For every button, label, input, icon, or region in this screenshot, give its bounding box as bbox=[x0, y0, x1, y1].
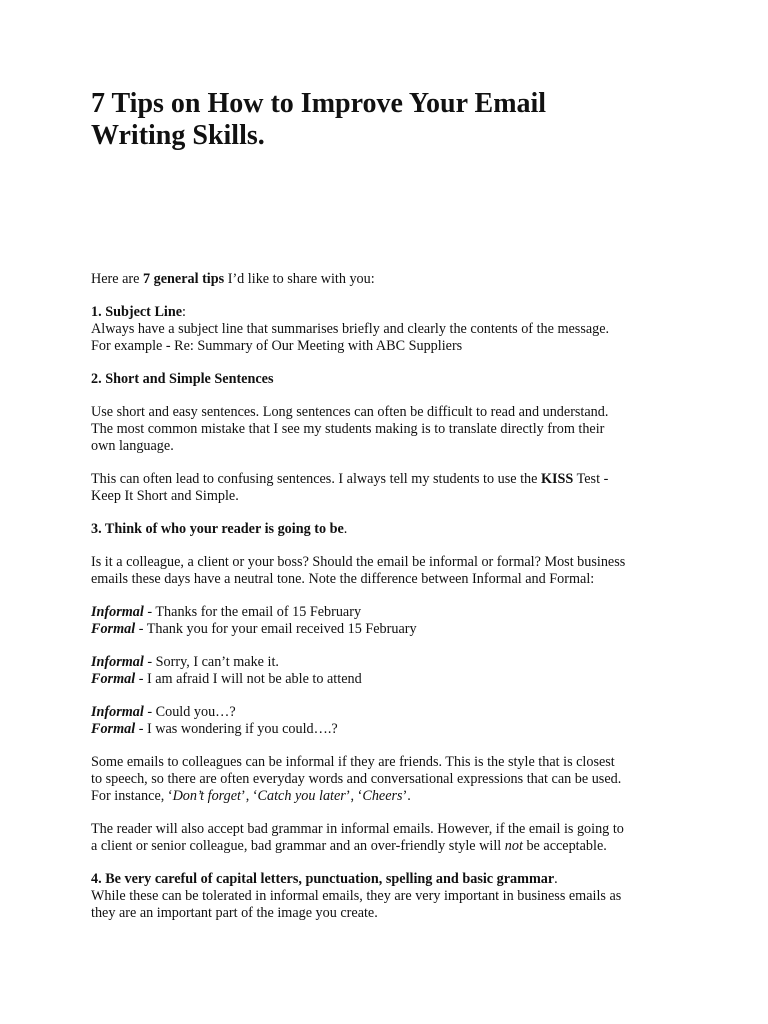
formal-label: Formal bbox=[91, 721, 136, 737]
tip4-line: While these can be tolerated in informal emails, they are very important in business emails as bbox=[91, 888, 622, 904]
tip3-line bbox=[91, 788, 691, 805]
informal-label: Informal bbox=[91, 604, 144, 620]
tip2-kiss-post: Test - bbox=[573, 471, 609, 487]
tip1-line: Always have a subject line that summarises briefly and clearly the contents of the message. bbox=[91, 321, 610, 337]
tip1-colon: : bbox=[182, 304, 186, 320]
instance-post: ’. bbox=[402, 788, 411, 804]
document-body bbox=[91, 271, 691, 922]
informal-label: Informal bbox=[91, 704, 144, 720]
tip1-heading bbox=[91, 304, 691, 321]
example-informal bbox=[91, 704, 691, 721]
tip3-period: . bbox=[343, 521, 348, 537]
tip3-heading-text: 3. Think of who your reader is going to be bbox=[91, 521, 344, 537]
informal-text: - Sorry, I can’t make it. bbox=[143, 654, 279, 670]
grammar-post: be acceptable. bbox=[522, 838, 607, 854]
tip4-heading bbox=[91, 871, 691, 888]
tip1-heading-text: 1. Subject Line bbox=[91, 304, 183, 320]
grammar-italic: not bbox=[504, 838, 523, 854]
tip2-kiss-bold: KISS bbox=[540, 471, 574, 487]
intro-text: Here are bbox=[91, 271, 143, 287]
instance-italic: Don’t forget bbox=[172, 788, 241, 804]
tip2-line: Keep It Short and Simple. bbox=[91, 488, 239, 504]
tip2-line: own language. bbox=[91, 438, 174, 454]
tip3-line: to speech, so there are often everyday words and conversational expressions that can be used. bbox=[91, 771, 622, 787]
title-line-1: 7 Tips on How to Improve Your Email bbox=[91, 88, 547, 119]
formal-label: Formal bbox=[91, 671, 136, 687]
example-formal bbox=[91, 671, 691, 688]
tip2-heading bbox=[91, 371, 691, 388]
tip4-line: they are an important part of the image you create. bbox=[91, 905, 378, 921]
instance-italic: Catch you later bbox=[257, 788, 346, 804]
tip3-line: Some emails to colleagues can be informal if they are friends. This is the style that is closest bbox=[91, 754, 615, 770]
informal-label: Informal bbox=[91, 654, 144, 670]
tip2-heading-text: 2. Short and Simple Sentences bbox=[91, 371, 274, 387]
tip3-line: Is it a colleague, a client or your boss? Should the email be informal or formal? Most business bbox=[91, 554, 626, 570]
example-formal bbox=[91, 721, 691, 738]
example-informal bbox=[91, 654, 691, 671]
intro-text-end: I’d like to share with you: bbox=[224, 271, 375, 287]
page-title bbox=[91, 88, 711, 152]
tip3-line: The reader will also accept bad grammar in informal emails. However, if the email is going to bbox=[91, 821, 624, 837]
example-formal bbox=[91, 621, 691, 638]
tip3-heading bbox=[91, 521, 691, 538]
formal-text: - I am afraid I will not be able to attend bbox=[135, 671, 362, 687]
formal-label: Formal bbox=[91, 621, 136, 637]
title-line-2: Writing Skills. bbox=[91, 120, 265, 151]
informal-text: - Could you…? bbox=[143, 704, 236, 720]
tip2-kiss-pre: This can often lead to confusing sentences. I always tell my students to use the bbox=[91, 471, 541, 487]
formal-text: - Thank you for your email received 15 February bbox=[135, 621, 417, 637]
intro-bold: 7 general tips bbox=[142, 271, 225, 287]
tip2-line: Use short and easy sentences. Long sentences can often be difficult to read and understand. bbox=[91, 404, 609, 420]
tip2-line bbox=[91, 471, 691, 488]
formal-text: - I was wondering if you could….? bbox=[135, 721, 338, 737]
intro-paragraph bbox=[91, 271, 691, 288]
instance-italic: Cheers bbox=[362, 788, 403, 804]
tip2-line: The most common mistake that I see my students making is to translate directly from their bbox=[91, 421, 605, 437]
instance-pre: For instance, ‘ bbox=[91, 788, 173, 804]
grammar-pre: a client or senior colleague, bad grammar and an over-friendly style will bbox=[91, 838, 505, 854]
instance-sep: ’, ‘ bbox=[241, 788, 258, 804]
example-informal bbox=[91, 604, 691, 621]
tip1-line: For example - Re: Summary of Our Meeting with ABC Suppliers bbox=[91, 338, 463, 354]
tip4-heading-text: 4. Be very careful of capital letters, punctuation, spelling and basic grammar bbox=[91, 871, 555, 887]
tip4-period: . bbox=[554, 871, 558, 887]
tip3-line: emails these days have a neutral tone. Note the difference between Informal and Formal: bbox=[91, 571, 595, 587]
tip3-line bbox=[91, 838, 691, 855]
informal-text: - Thanks for the email of 15 February bbox=[143, 604, 362, 620]
instance-sep: ’, ‘ bbox=[345, 788, 363, 804]
